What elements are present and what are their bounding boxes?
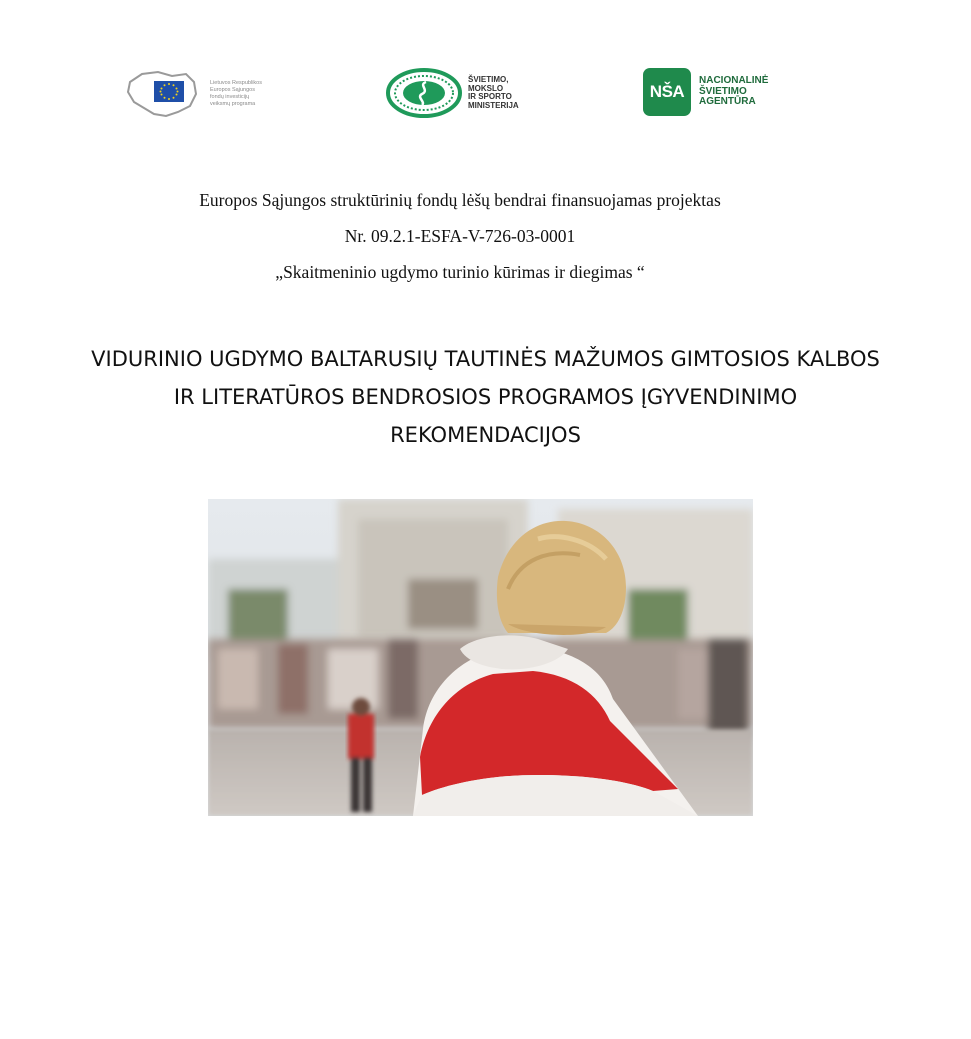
ministry-text-line: MOKSLO (468, 83, 504, 93)
esf-logo-text (210, 80, 284, 108)
nsa-text-line: AGENTŪRA (699, 96, 756, 108)
protest-photo-icon (208, 499, 753, 816)
project-funding-line: Europos Sąjungos struktūrinių fondų lėšų bendrai finansuojamas projektas (199, 190, 721, 210)
esf-text-line: veiksmų programa (210, 101, 256, 107)
ministry-emblem-icon (386, 68, 462, 118)
eu-flag-lithuania-map-icon (124, 68, 200, 120)
esf-logo (124, 68, 284, 120)
cover-photo (208, 499, 753, 816)
nsa-logo-text (699, 76, 791, 108)
project-info (0, 186, 920, 294)
title-line: REKOMENDACIJOS (390, 423, 581, 447)
esf-text-line: Europos Sąjungos (210, 87, 255, 93)
logo-header (0, 62, 971, 126)
title-line: VIDURINIO UGDYMO BALTARUSIŲ TAUTINĖS MAŽUMOS GIMTOSIOS KALBOS (91, 347, 880, 371)
ministry-text-line: IR SPORTO (468, 92, 512, 101)
project-name: „Skaitmeninio ugdymo turinio kūrimas ir diegimas “ (275, 262, 645, 282)
ministry-text-line: MINISTERIJA (468, 100, 519, 110)
document-title (20, 340, 951, 454)
esf-text-line: fondų investicijų (210, 94, 250, 100)
nsa-badge: NŠA (643, 68, 691, 116)
ministry-text-line: ŠVIETIMO, (468, 75, 509, 84)
project-number: Nr. 09.2.1-ESFA-V-726-03-0001 (344, 226, 576, 246)
nsa-text-line: NACIONALINĖ (699, 75, 769, 87)
esf-text-line: Lietuvos Respublikos (210, 80, 262, 86)
title-line: IR LITERATŪROS BENDROSIOS PROGRAMOS ĮGYVENDINIMO (173, 385, 798, 409)
ministry-logo-text (468, 76, 538, 110)
ministry-logo (386, 68, 538, 118)
nsa-text-line: ŠVIETIMO (699, 85, 747, 97)
nsa-logo (643, 68, 791, 116)
